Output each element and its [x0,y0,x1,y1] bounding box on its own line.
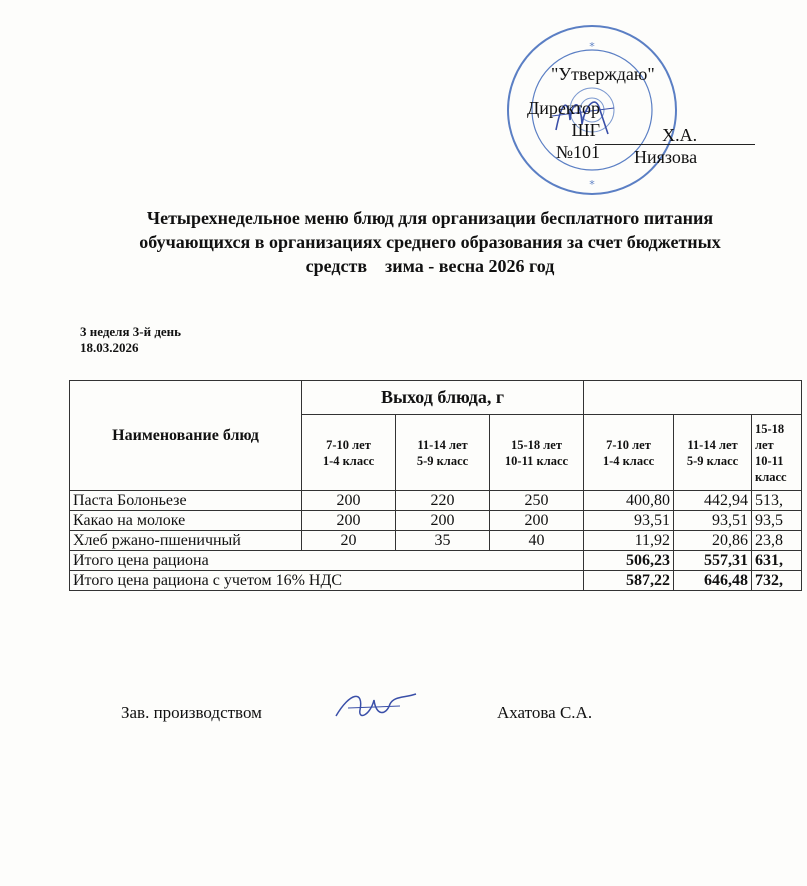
price-value: 93,51 [674,511,752,531]
week-day: 3 неделя 3-й день [80,324,182,339]
approval-position: Директор ШГ №101 [527,98,601,162]
total-vat-price: 587,22 [584,571,674,591]
yield-value: 200 [396,511,490,531]
svg-text:*: * [589,40,595,53]
yield-value: 200 [302,491,396,511]
yield-value: 40 [490,531,584,551]
table-row [70,491,802,511]
total-label: Итого цена рациона [70,551,584,571]
header-price [584,381,802,415]
total-price: 631, [752,551,802,571]
menu-date: 18.03.2026 [80,340,139,355]
price-value: 442,94 [674,491,752,511]
header-price-age-3: 15-18 лет 10-11 класс [752,415,802,491]
total-vat-price: 732, [752,571,802,591]
approval-name: Х.А. Ниязова [634,125,698,167]
menu-table [69,380,802,591]
price-value: 513, [752,491,802,511]
yield-value: 200 [490,511,584,531]
total-vat-row [70,571,802,591]
price-value: 11,92 [584,531,674,551]
signature-line [595,144,755,145]
yield-value: 20 [302,531,396,551]
price-value: 93,51 [584,511,674,531]
header-dish-name: Наименование блюд [70,381,302,491]
total-price: 506,23 [584,551,674,571]
header-yield-age-2: 11-14 лет 5-9 класс [396,415,490,491]
svg-text:*: * [589,178,595,191]
yield-value: 35 [396,531,490,551]
title-line-2: обучающихся в организациях среднего образования за счет бюджетных [139,232,721,252]
header-price-age-2: 11-14 лет 5-9 класс [674,415,752,491]
week-info [80,324,181,356]
footer-role: Зав. производством [121,703,262,722]
header-yield: Выход блюда, г [302,381,584,415]
dish-name: Паста Болоньезе [70,491,302,511]
header-price-age-1: 7-10 лет 1-4 класс [584,415,674,491]
total-vat-label: Итого цена рациона с учетом 16% НДС [70,571,584,591]
title-line-1: Четырехнедельное меню блюд для организации бесплатного питания [146,208,714,228]
price-value: 93,5 [752,511,802,531]
document-title [95,206,765,278]
footer-name: Ахатова С.А. [497,703,593,722]
yield-value: 250 [490,491,584,511]
price-value: 400,80 [584,491,674,511]
total-row [70,551,802,571]
yield-value: 220 [396,491,490,511]
dish-name: Какао на молоке [70,511,302,531]
chef-signature [330,686,420,726]
price-value: 20,86 [674,531,752,551]
yield-value: 200 [302,511,396,531]
header-yield-age-3: 15-18 лет 10-11 класс [490,415,584,491]
header-yield-age-1: 7-10 лет 1-4 класс [302,415,396,491]
table-row [70,511,802,531]
title-line-3: средств зима - весна 2026 год [305,256,555,276]
table-row [70,531,802,551]
total-vat-price: 646,48 [674,571,752,591]
dish-name: Хлеб ржано-пшеничный [70,531,302,551]
total-price: 557,31 [674,551,752,571]
price-value: 23,8 [752,531,802,551]
approval-label: "Утверждаю" [551,64,655,84]
